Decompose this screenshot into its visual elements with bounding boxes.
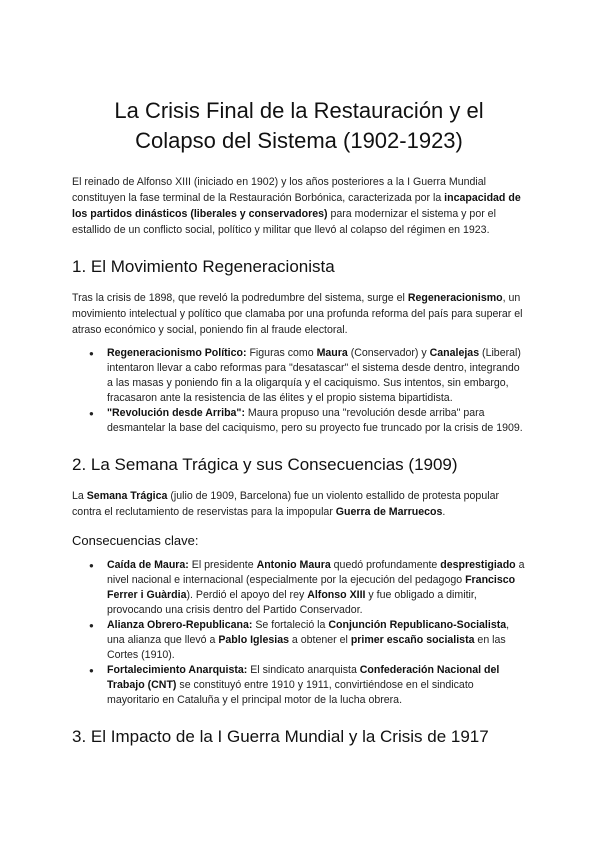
list-item <box>107 558 526 618</box>
bold-text: Regeneracionismo <box>407 292 503 304</box>
text-run: se constituyó entre 1910 y 1911, convirtiéndose en el sindicato mayoritario en Cataluña y el principal motor de la lucha obrera. <box>107 679 474 706</box>
bold-text: Pablo Iglesias <box>218 634 289 646</box>
text-run: El sindicato anarquista <box>247 664 360 676</box>
text-run: quedó profundamente <box>330 559 441 571</box>
text-run: Se fortaleció la <box>252 619 329 631</box>
text-run: , una alianza que llevó a <box>107 619 510 646</box>
bold-text: Canalejas <box>429 347 480 359</box>
text-run: Figuras como <box>246 347 317 359</box>
bold-text: Fortalecimiento Anarquista: <box>107 664 248 676</box>
text-run: (Conservador) y <box>347 347 430 359</box>
bold-text: Caída de Maura: <box>107 559 189 571</box>
bold-text: Semana Trágica <box>86 490 168 502</box>
section2-paragraph <box>72 488 526 520</box>
text-run: La <box>72 490 87 502</box>
bold-text: Alianza Obrero-Republicana: <box>107 619 253 631</box>
text-run: Tras la crisis de 1898, que reveló la podredumbre del sistema, surge el <box>72 292 408 304</box>
text-run: a nivel nacional e internacional (especialmente por la ejecución del pedagogo <box>107 559 525 586</box>
text-run: . <box>442 506 446 518</box>
text-run: y fue obligado a dimitir, provocando una crisis dentro del Partido Conservador. <box>107 589 477 616</box>
intro-paragraph <box>72 174 526 238</box>
list-item <box>107 406 526 436</box>
section2-bullet-list <box>72 558 526 708</box>
bold-text: desprestigiado <box>440 559 516 571</box>
bold-text: Confederación Nacional del Trabajo (CNT) <box>107 664 500 691</box>
text-run: para modernizar el sistema y por el estallido de un conflicto social, político y militar que llevó al colapso del régimen en 1923. <box>72 208 496 236</box>
text-run: El reinado de Alfonso XIII (iniciado en 1902) y los años posteriores a la I Guerra Mundial constituyen la fase terminal de la Restauración Borbónica, caracterizada por la <box>72 176 486 204</box>
section-heading-guerra-mundial: 3. El Impacto de la I Guerra Mundial y la Crisis de 1917 <box>72 727 489 746</box>
text-run: (julio de 1909, Barcelona) fue un violento estallido de protesta popular contra el reclutamiento de reservistas para la impopular <box>72 490 499 518</box>
bold-text: Antonio Maura <box>256 559 331 571</box>
bold-text: Maura <box>316 347 348 359</box>
text-run: El presidente <box>188 559 257 571</box>
bold-text: Regeneracionismo Político: <box>107 347 247 359</box>
bold-text: Francisco Ferrer i Guàrdia <box>107 574 516 601</box>
section1-bullet-list <box>72 346 526 436</box>
bold-text: Conjunción Republicano-Socialista <box>328 619 507 631</box>
list-item <box>107 663 526 708</box>
text-run: ). Perdió el apoyo del rey <box>186 589 308 601</box>
consecuencias-subheading: Consecuencias clave: <box>72 533 199 548</box>
bold-text: Alfonso XIII <box>307 589 366 601</box>
list-item <box>107 618 526 663</box>
list-item <box>107 346 526 406</box>
bold-text: primer escaño socialista <box>350 634 475 646</box>
section-heading-semana-tragica: 2. La Semana Trágica y sus Consecuencias (1909) <box>72 455 458 474</box>
text-run: a obtener el <box>288 634 351 646</box>
bold-text: incapacidad de los partidos dinásticos (liberales y conservadores) <box>72 192 521 220</box>
section1-paragraph <box>72 290 526 338</box>
text-run: (Liberal) intentaron llevar a cabo reformas para "desatascar" el sistema desde dentro, integrando a las masas y poniendo fin a la oligarquía y el caciquismo. Sus intentos, sin embargo, fracasaron ante la resistencia de las élites y el propio sistema bipartidista. <box>107 347 521 404</box>
document-title: La Crisis Final de la Restauración y el Colapso del Sistema (1902-1923) <box>114 98 484 153</box>
text-run: en las Cortes (1910). <box>107 634 506 661</box>
text-run: Maura propuso una "revolución desde arriba" para desmantelar la base del caciquismo, pero su proyecto fue truncado por la crisis de 1909. <box>107 407 523 434</box>
section-heading-regeneracionista: 1. El Movimiento Regeneracionista <box>72 257 335 276</box>
text-run: , un movimiento intelectual y político que clamaba por una profunda reforma del país para superar el atraso económico y social, poniendo fin al fraude electoral. <box>72 292 523 336</box>
bold-text: "Revolución desde Arriba": <box>107 407 245 419</box>
bold-text: Guerra de Marruecos <box>335 506 443 518</box>
